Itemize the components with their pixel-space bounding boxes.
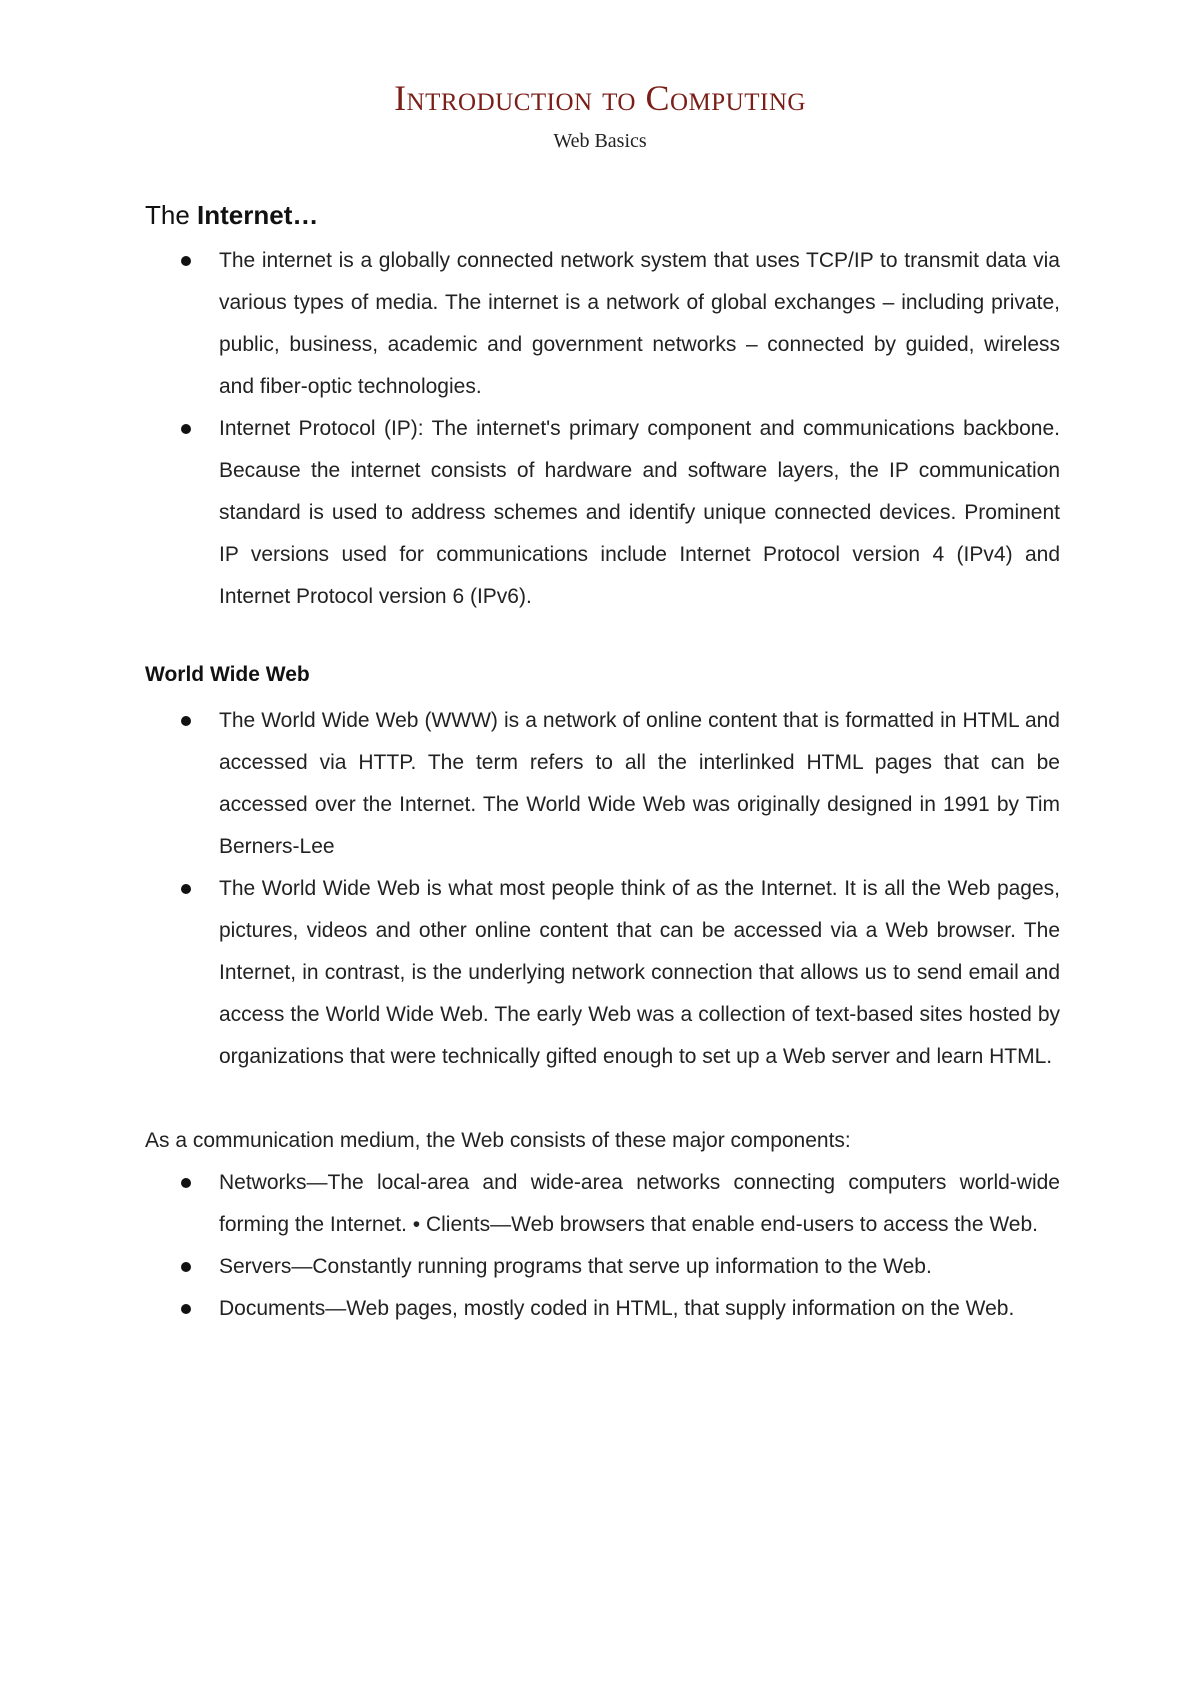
list-item-text: The World Wide Web (WWW) is a network of online content that is formatted in HTML and accessed via HTTP. The term refers to all the interlinked HTML pages that can be accessed over the Internet. The World Wide Web was originally designed in 1991 by Tim Berners-Lee [219, 709, 1060, 858]
bullet-icon [181, 1262, 191, 1272]
bullet-icon [181, 884, 191, 894]
list-item-text: The internet is a globally connected network system that uses TCP/IP to transmit data via various types of media. The internet is a network of global exchanges – including private, public, business, academic and government networks – connected by guided, wireless and fiber-optic technologies. [219, 249, 1060, 398]
document-subtitle: Web Basics [553, 130, 647, 152]
list-item-text: The World Wide Web is what most people think of as the Internet. It is all the Web pages, pictures, videos and other online content that can be accessed via a Web browser. The Internet, in contrast, is the underlying network connection that allows us to send email and access the World Wide Web. The early Web was a collection of text-based sites hosted by organizations that were technically gifted enough to set up a Web server and learn HTML. [219, 877, 1060, 1068]
list-item [219, 868, 1060, 1078]
www-bullet-list [145, 700, 1060, 1078]
list-item [219, 1288, 1060, 1330]
bullet-icon [181, 1178, 191, 1188]
bullet-icon [181, 1304, 191, 1314]
list-item [219, 1162, 1060, 1246]
document-body [145, 198, 1060, 1330]
bullet-icon [181, 256, 191, 266]
list-item-text: Documents—Web pages, mostly coded in HTML, that supply information on the Web. [219, 1297, 1015, 1320]
bullet-icon [181, 716, 191, 726]
section-heading-internet [145, 198, 1060, 232]
section-heading-internet-prefix: The [145, 200, 198, 230]
section-heading-www: World Wide Web [145, 663, 310, 686]
list-item [219, 240, 1060, 408]
list-item [219, 700, 1060, 868]
bullet-icon [181, 424, 191, 434]
components-bullet-list [145, 1162, 1060, 1330]
spacer [145, 618, 1060, 660]
list-item [219, 408, 1060, 618]
section-heading-internet-bold: Internet… [197, 200, 319, 230]
list-item-text: Servers—Constantly running programs that serve up information to the Web. [219, 1255, 932, 1278]
list-item-text: Networks—The local-area and wide-area networks connecting computers world-wide forming the Internet. • Clients—Web browsers that enable end-users to access the Web. [219, 1171, 1060, 1236]
document-title: Introduction to Computing [394, 78, 806, 118]
list-item-text: Internet Protocol (IP): The internet's primary component and communications backbone. Because the internet consists of hardware and software layers, the IP communication standard is used to address schemes and identify unique connected devices. Prominent IP versions used for communications include Internet Protocol version 4 (IPv4) and Internet Protocol version 6 (IPv6). [219, 417, 1060, 608]
internet-bullet-list [145, 240, 1060, 618]
spacer [145, 1078, 1060, 1120]
components-intro: As a communication medium, the Web consists of these major components: [145, 1129, 851, 1152]
list-item [219, 1246, 1060, 1288]
